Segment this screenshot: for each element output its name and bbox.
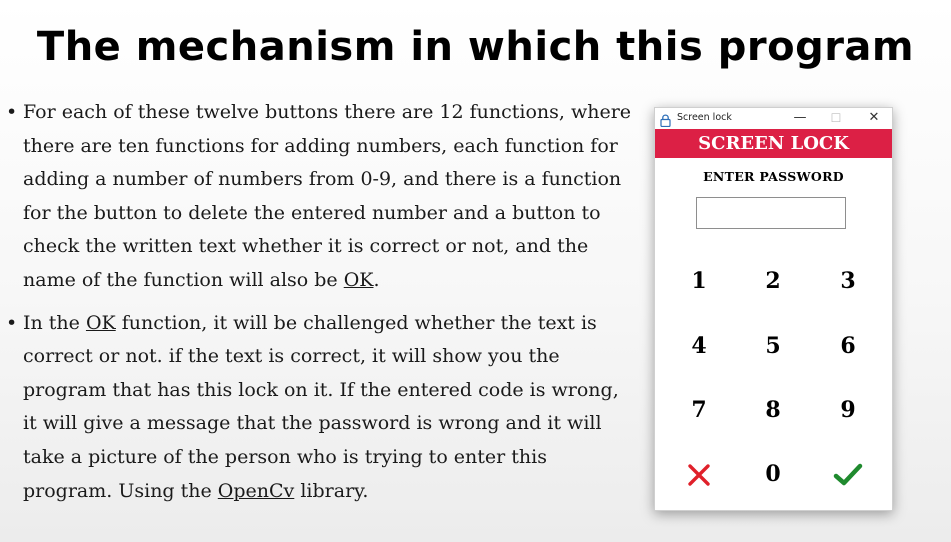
window-title: Screen lock bbox=[677, 112, 732, 123]
enter-password-label: ENTER PASSWORD bbox=[703, 169, 844, 184]
maximize-button[interactable]: ☐ bbox=[830, 111, 842, 125]
bullet-2-body: function, it will be challenged whether the text is correct or not. if the text is correct, it will show you the program that has this lock on it. If the entered code is wrong, it will give a message that the password is wrong and it will take a picture of the person who is trying to enter this program. Using the bbox=[23, 311, 619, 502]
bullet-1-end: . bbox=[373, 268, 380, 291]
bullet-item-2 bbox=[6, 307, 636, 509]
key-1-button[interactable]: 1 bbox=[691, 268, 707, 294]
key-5-button[interactable]: 5 bbox=[765, 333, 781, 359]
bullet-1-text: For each of these twelve buttons there are 12 functions, where there are ten functions for adding numbers, each function for adding a number of numbers from 0-9, and there is a function for the button to delete the entered number and a button to check the written text whether it is correct or not, and the name of the function will also be bbox=[23, 101, 632, 291]
bullet-list bbox=[6, 96, 636, 508]
key-9-button[interactable]: 9 bbox=[840, 397, 856, 423]
key-2-button[interactable]: 2 bbox=[765, 268, 781, 294]
slide-title: The mechanism in which this program bbox=[36, 24, 915, 70]
bullet-2-ok-term: OK bbox=[85, 311, 116, 334]
close-button[interactable]: ✕ bbox=[868, 110, 880, 125]
screen-lock-window bbox=[654, 107, 893, 511]
key-6-button[interactable]: 6 bbox=[840, 333, 856, 359]
bullet-marker: • bbox=[6, 311, 18, 334]
password-input[interactable] bbox=[696, 197, 846, 229]
delete-button[interactable] bbox=[672, 456, 726, 492]
red-x-icon bbox=[687, 463, 711, 487]
key-4-button[interactable]: 4 bbox=[691, 333, 707, 359]
screen-lock-banner: SCREEN LOCK bbox=[655, 129, 892, 158]
bullet-2-pre: In the bbox=[23, 311, 86, 334]
padlock-icon bbox=[660, 112, 671, 125]
key-0-button[interactable]: 0 bbox=[765, 461, 781, 487]
key-7-button[interactable]: 7 bbox=[691, 397, 707, 423]
bullet-1-ok-term: OK bbox=[343, 268, 374, 291]
bullet-marker: • bbox=[6, 101, 18, 123]
ok-button[interactable] bbox=[821, 456, 875, 492]
key-3-button[interactable]: 3 bbox=[840, 268, 856, 294]
key-8-button[interactable]: 8 bbox=[765, 397, 781, 423]
green-check-icon bbox=[833, 463, 863, 487]
window-titlebar[interactable] bbox=[655, 108, 892, 130]
bullet-2-opencv-term: OpenCv bbox=[217, 479, 295, 502]
bullet-item-1 bbox=[6, 96, 636, 298]
minimize-button[interactable]: — bbox=[793, 110, 807, 125]
bullet-2-end: library. bbox=[294, 479, 369, 502]
